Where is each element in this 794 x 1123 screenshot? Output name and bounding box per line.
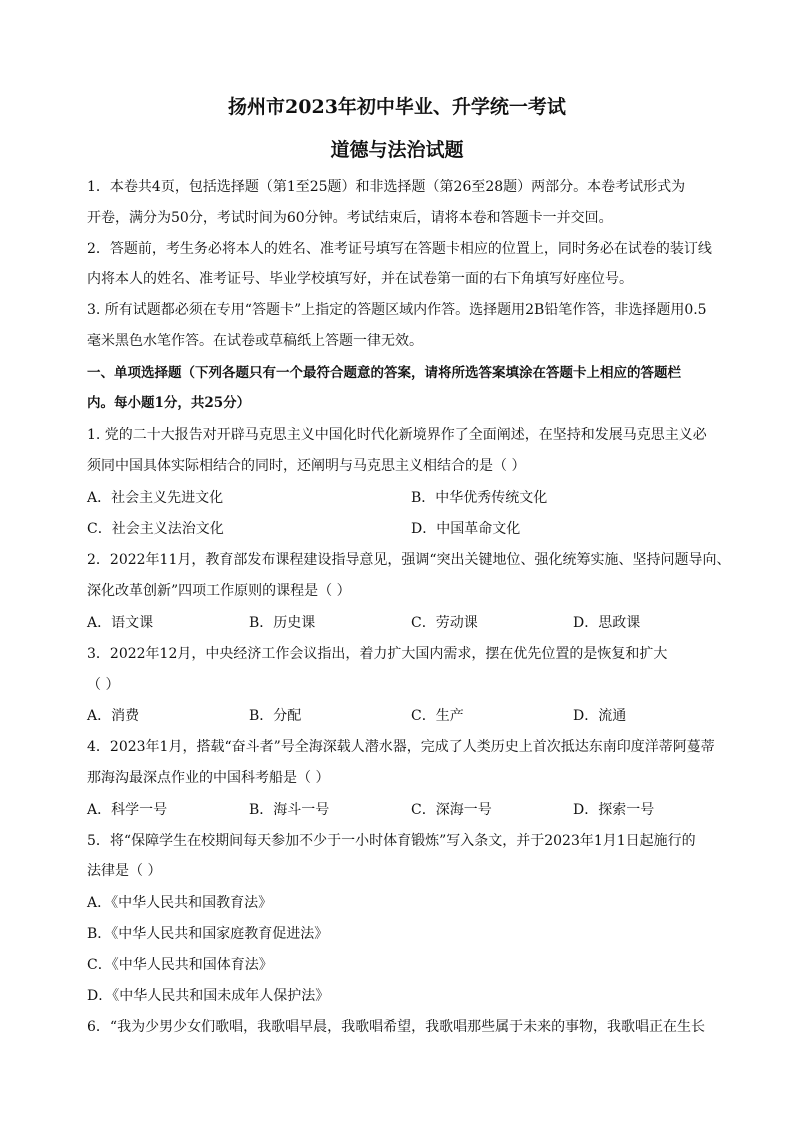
question-5-option-b: B．《中华人民共和国家庭教育促进法》 bbox=[87, 926, 329, 942]
question-2-stem: 深化改革创新”四项工作原则的课程是（ ） bbox=[87, 583, 351, 599]
section-heading: 内。每小题1分，共25分） bbox=[87, 395, 251, 411]
question-3-stem: 3．2022年12月，中央经济工作会议指出，着力扩大国内需求，摆在优先位置的是恢复和扩大 bbox=[87, 646, 668, 662]
question-5-option-c: C．《中华人民共和国体育法》 bbox=[87, 957, 273, 973]
instruction-line: 毫米黑色水笔作答。在试卷或草稿纸上答题一律无效。 bbox=[87, 333, 423, 349]
instruction-line: 开卷，满分为50分，考试时间为60分钟。考试结束后，请将本卷和答题卡一并交回。 bbox=[87, 210, 613, 226]
question-2-stem: 2．2022年11月，教育部发布课程建设指导意见，强调“突出关键地位、强化统筹实施、坚持问题导向、 bbox=[87, 552, 731, 568]
question-4-option-d: D．探索一号 bbox=[573, 802, 655, 818]
question-1-stem: 1. 党的二十大报告对开辟马克思主义中国化时代化新境界作了全面阐述，在坚持和发展马克思主义必 bbox=[87, 427, 707, 443]
question-1-option-c: C．社会主义法治文化 bbox=[87, 521, 224, 537]
question-3-option-b: B．分配 bbox=[249, 708, 302, 724]
section-heading: 一、单项选择题（下列各题只有一个最符合题意的答案，请将所选答案填涂在答题卡上相应的答题栏 bbox=[87, 365, 681, 381]
question-5-option-d: D．《中华人民共和国未成年人保护法》 bbox=[87, 988, 330, 1004]
question-3-stem: （ ） bbox=[87, 677, 120, 693]
question-4-option-b: B．海斗一号 bbox=[249, 802, 330, 818]
question-5-stem: 5．将“保障学生在校期间每天参加不少于一小时体育锻炼”写入条文，并于2023年1月1日起施行的 bbox=[87, 833, 696, 849]
exam-subtitle: 道德与法治试题 bbox=[330, 139, 464, 161]
question-2-option-d: D．思政课 bbox=[573, 615, 641, 631]
question-5-stem: 法律是（ ） bbox=[87, 863, 162, 879]
question-2-option-a: A．语文课 bbox=[87, 615, 154, 631]
instruction-line: 2．答题前，考生务必将本人的姓名、准考证号填写在答题卡相应的位置上，同时务必在试卷的装订线 bbox=[87, 241, 712, 257]
question-2-option-b: B．历史课 bbox=[249, 615, 316, 631]
instruction-line: 3. 所有试题都必须在专用“答题卡”上指定的答题区域内作答。选择题用2B铅笔作答，非选择题用0.5 bbox=[87, 302, 707, 318]
instruction-line: 1．本卷共4页，包括选择题（第1至25题）和非选择题（第26至28题）两部分。本卷考试形式为 bbox=[87, 179, 686, 195]
question-3-option-c: C．生产 bbox=[411, 708, 464, 724]
question-1-stem: 须同中国具体实际相结合的同时，还阐明与马克思主义相结合的是（ ） bbox=[87, 458, 526, 474]
question-6-stem: 6．“我为少男少女们歌唱，我歌唱早晨，我歌唱希望，我歌唱那些属于未来的事物，我歌唱正在生长 bbox=[87, 1019, 706, 1035]
question-3-option-d: D．流通 bbox=[573, 708, 627, 724]
question-4-stem: 4．2023年1月，搭载“奋斗者”号全海深载人潜水器，完成了人类历史上首次抵达东南印度洋蒂阿蔓蒂 bbox=[87, 739, 715, 755]
instruction-line: 内将本人的姓名、准考证号、毕业学校填写好，并在试卷第一面的右下角填写好座位号。 bbox=[87, 271, 633, 287]
question-1-option-a: A．社会主义先进文化 bbox=[87, 490, 224, 506]
question-1-option-b: B．中华优秀传统文化 bbox=[411, 490, 548, 506]
question-4-option-c: C．深海一号 bbox=[411, 802, 492, 818]
question-4-stem: 那海沟最深点作业的中国科考船是（ ） bbox=[87, 770, 330, 786]
question-5-option-a: A．《中华人民共和国教育法》 bbox=[87, 895, 273, 911]
question-1-option-d: D．中国革命文化 bbox=[411, 521, 521, 537]
exam-title: 扬州市2023年初中毕业、升学统一考试 bbox=[228, 96, 566, 118]
question-4-option-a: A．科学一号 bbox=[87, 802, 168, 818]
question-3-option-a: A．消费 bbox=[87, 708, 140, 724]
question-2-option-c: C．劳动课 bbox=[411, 615, 478, 631]
